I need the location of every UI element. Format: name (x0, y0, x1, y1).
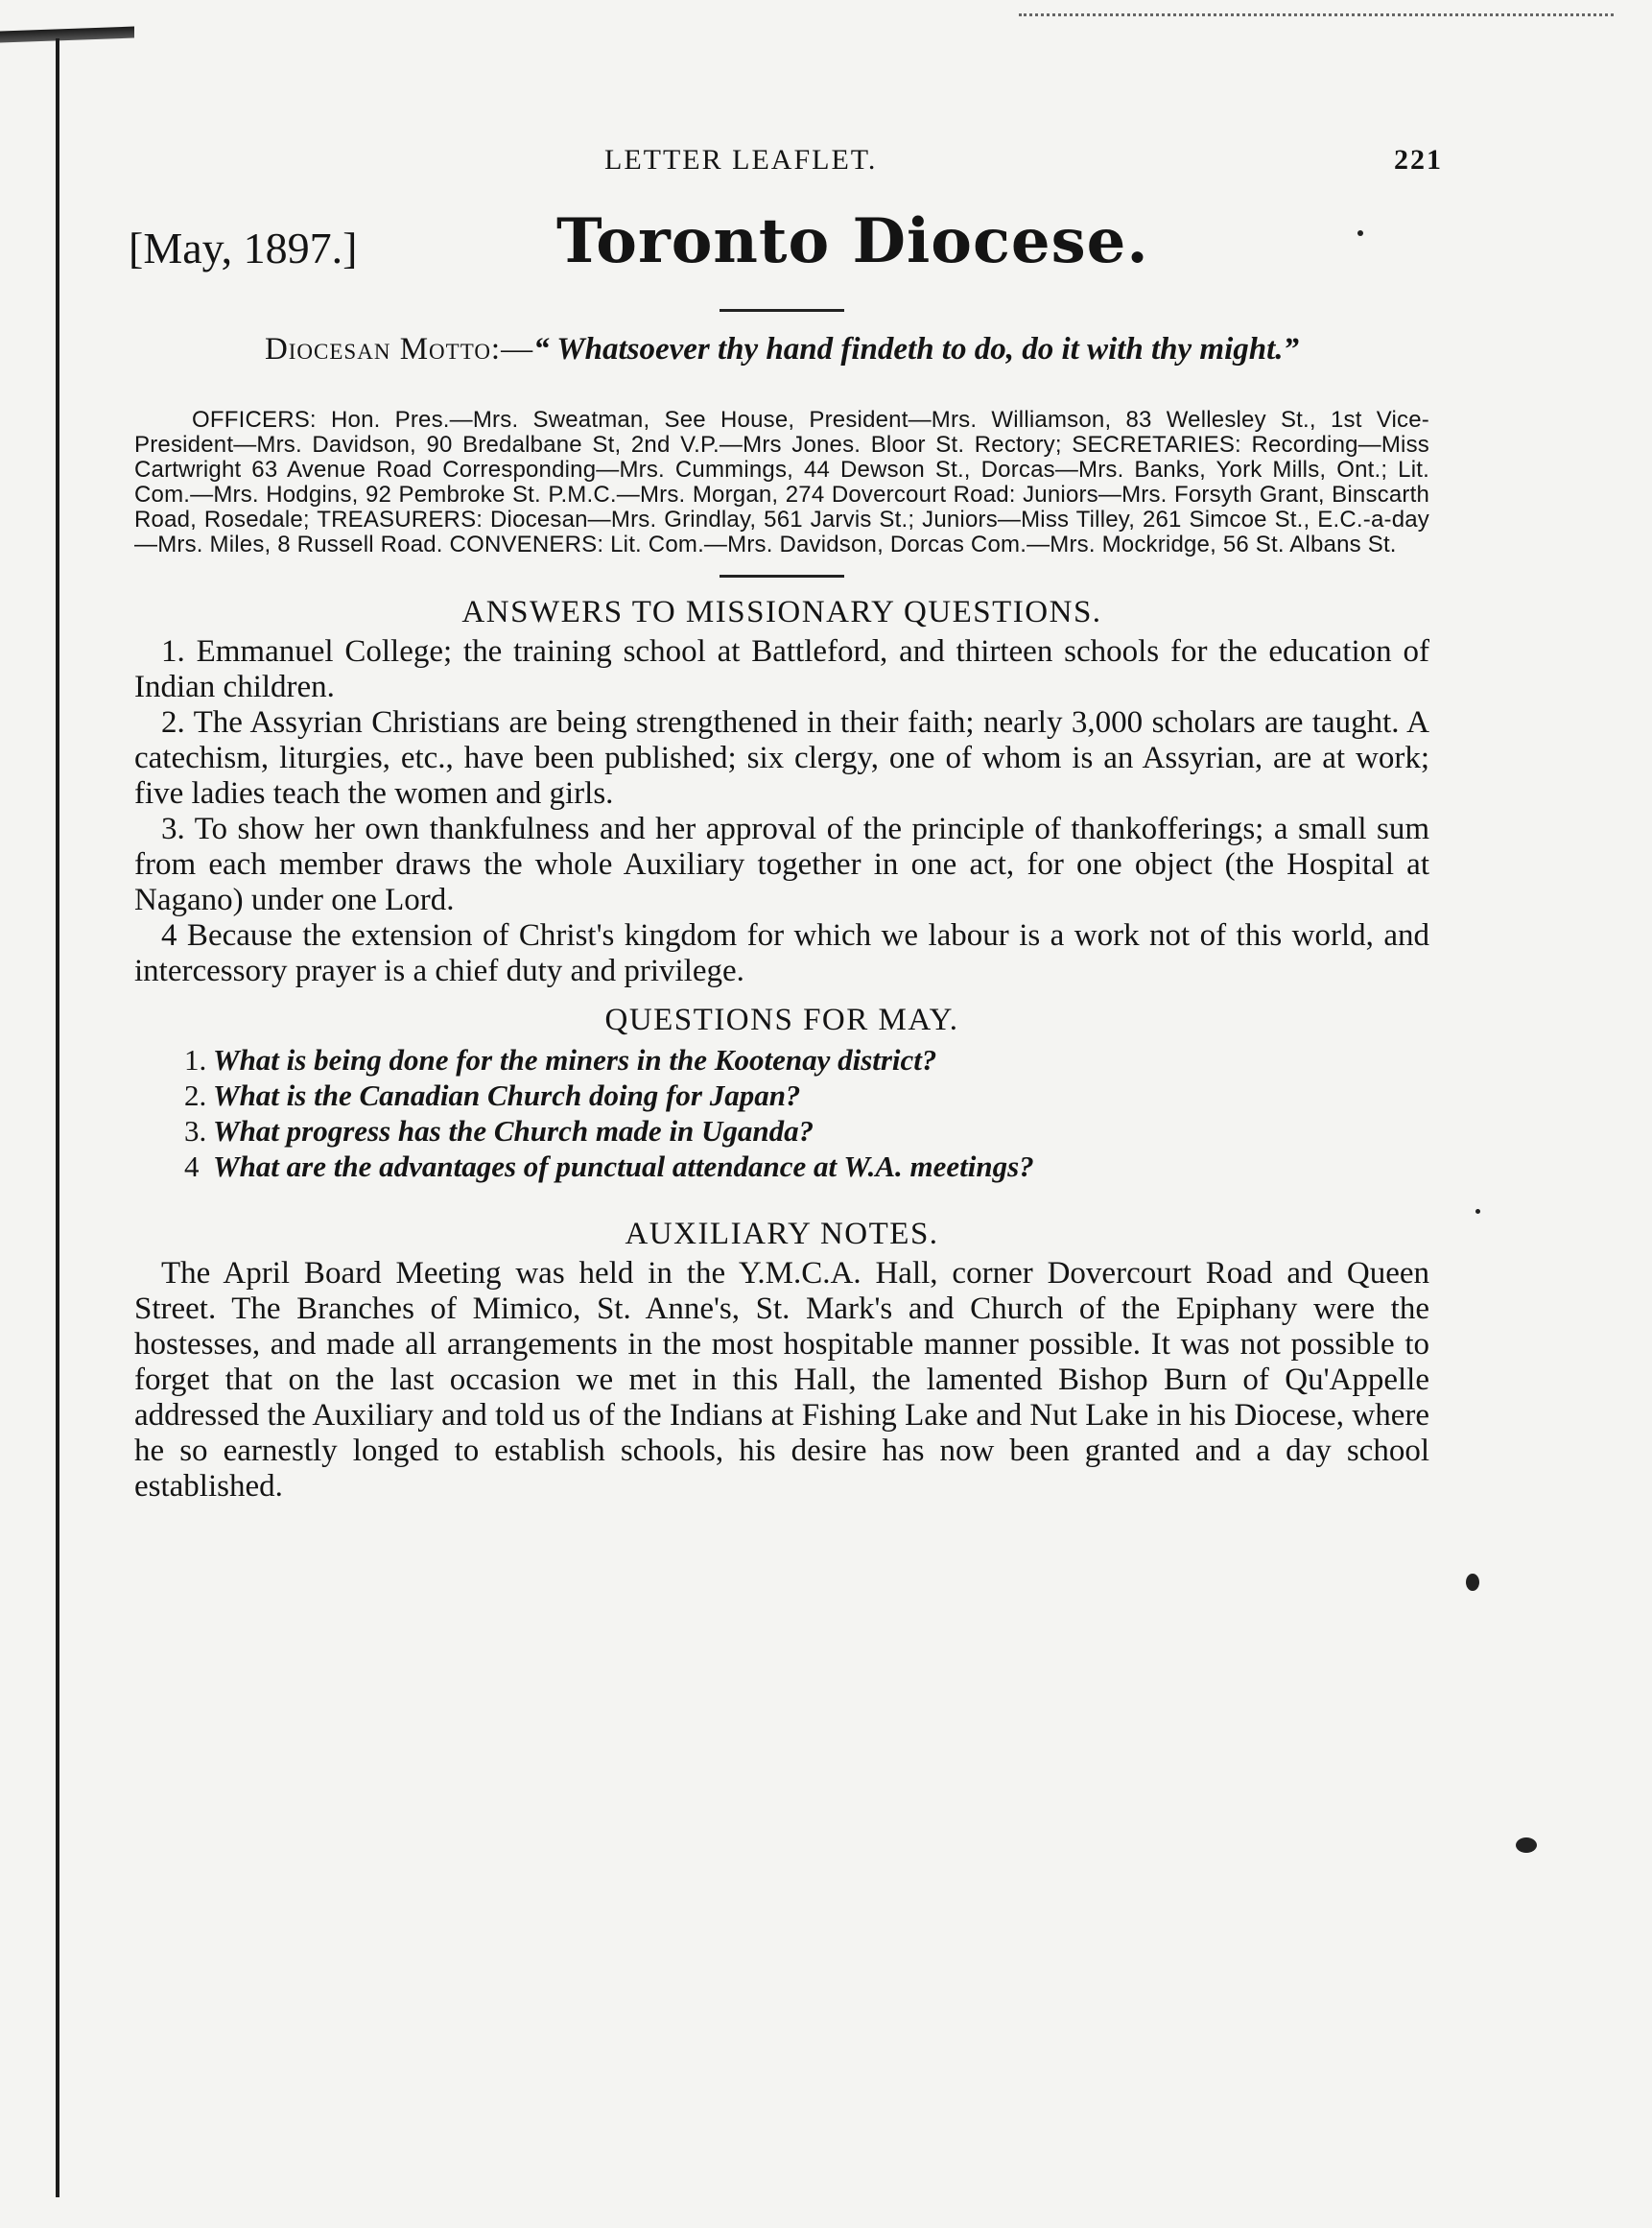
question-text: What is the Canadian Church doing for Japan? (213, 1078, 801, 1112)
answer-item: 2. The Assyrian Christians are being strengthened in their faith; nearly 3,000 scholars are taught. A catechism, liturgies, etc., have been published; six clergy, one of whom is an Assyrian, are at work; five ladies teach the women and girls. (134, 705, 1429, 811)
officers-lead: OFFICERS: (192, 407, 317, 433)
issue-date: [May, 1897.] (129, 224, 358, 273)
question-item (134, 1113, 1429, 1149)
running-head-title: LETTER LEAFLET. (604, 144, 878, 176)
leaflet-page (129, 144, 1443, 1505)
question-text: What are the advantages of punctual attendance at W.A. meetings? (213, 1150, 1034, 1183)
ink-speck (1516, 1837, 1537, 1853)
masthead (129, 205, 1429, 292)
question-number: 4 (184, 1150, 200, 1183)
questions-list (134, 1042, 1429, 1184)
motto-quote: “ Whatsoever thy hand findeth to do, do it with thy might.” (533, 332, 1300, 367)
running-head (134, 144, 1443, 186)
question-item (134, 1078, 1429, 1113)
questions-heading: QUESTIONS FOR MAY. (604, 1003, 959, 1037)
divider-rule (720, 309, 844, 312)
scan-edge-top (0, 27, 134, 43)
scan-edge-dots (1019, 13, 1614, 16)
answers-heading: ANSWERS TO MISSIONARY QUESTIONS. (461, 595, 1102, 629)
answer-item: 4 Because the extension of Christ's kingdom for which we labour is a work not of this world, and intercessory prayer is a chief duty and privilege. (134, 918, 1429, 988)
notes-paragraph: The April Board Meeting was held in the Y.M.C.A. Hall, corner Dovercourt Road and Queen Street. The Branches of Mimico, St. Anne's, St. Mark's and Church of the Epiphany were the hostesses, and made all arrangements in the most hospitable manner possible. It was not possible to forget that on the last occasion we met in this Hall, the lamented Bishop Burn of Qu'Appelle addressed the Auxiliary and told us of the Indians at Fishing Lake and Nut Lake in his Diocese, where he so earnestly longed to establish schools, his desire has now been granted and a day school established. (134, 1256, 1429, 1504)
officers-text: Hon. Pres.—Mrs. Sweatman, See House, President—Mrs. Williamson, 83 Wellesley St., 1st Vice-President—Mrs. Davidson, 90 Bredalbane St, 2nd V.P.—Mrs Jones. Bloor St. Rectory; SECRETARIES: Recording—Miss Cartwright 63 Avenue Road Corresponding—Mrs. Cummings, 44 Dewson St., Dorcas—Mrs. Banks, York Mills, Ont.; Lit. Com.—Mrs. Hodgins, 92 Pembroke St. P.M.C.—Mrs. Morgan, 274 Dovercourt Road: Juniors—Mrs. Forsyth Grant, Binscarth Road, Rosedale; TREASURERS: Diocesan—Mrs. Grindlay, 561 Jarvis St.; Juniors—Miss Tilley, 261 Simcoe St., E.C.-a-day—Mrs. Miles, 8 Russell Road. CONVENERS: Lit. Com.—Mrs. Davidson, Dorcas Com.—Mrs. Mockridge, 56 St. Albans St. (134, 407, 1429, 557)
notes-heading: AUXILIARY NOTES. (625, 1217, 939, 1251)
answer-item: 3. To show her own thankfulness and her approval of the principle of thankofferings; a small sum from each member draws the whole Auxiliary together in one act, for one object (the Hospital at Nagano) under one Lord. (134, 812, 1429, 917)
answers-list (134, 634, 1429, 989)
question-item (134, 1149, 1429, 1184)
question-number: 1. (184, 1043, 207, 1077)
auxiliary-notes (134, 1256, 1429, 1505)
diocesan-motto (144, 329, 1420, 369)
diocese-title: Toronto Diocese. (556, 205, 1149, 277)
question-text: What progress has the Church made in Uganda? (213, 1114, 814, 1148)
question-number: 2. (184, 1078, 207, 1112)
question-number: 3. (184, 1114, 207, 1148)
motto-label: Diocesan Motto:— (264, 332, 534, 367)
ink-speck (1475, 1209, 1480, 1214)
divider-rule (720, 575, 844, 578)
officers-block (134, 408, 1429, 557)
ink-speck (1466, 1574, 1479, 1591)
question-text: What is being done for the miners in the Kootenay district? (213, 1043, 937, 1077)
question-item (134, 1042, 1429, 1078)
page-number: 221 (1394, 144, 1443, 176)
answer-item: 1. Emmanuel College; the training school at Battleford, and thirteen schools for the education of Indian children. (134, 634, 1429, 704)
scan-edge-left (56, 38, 59, 2197)
